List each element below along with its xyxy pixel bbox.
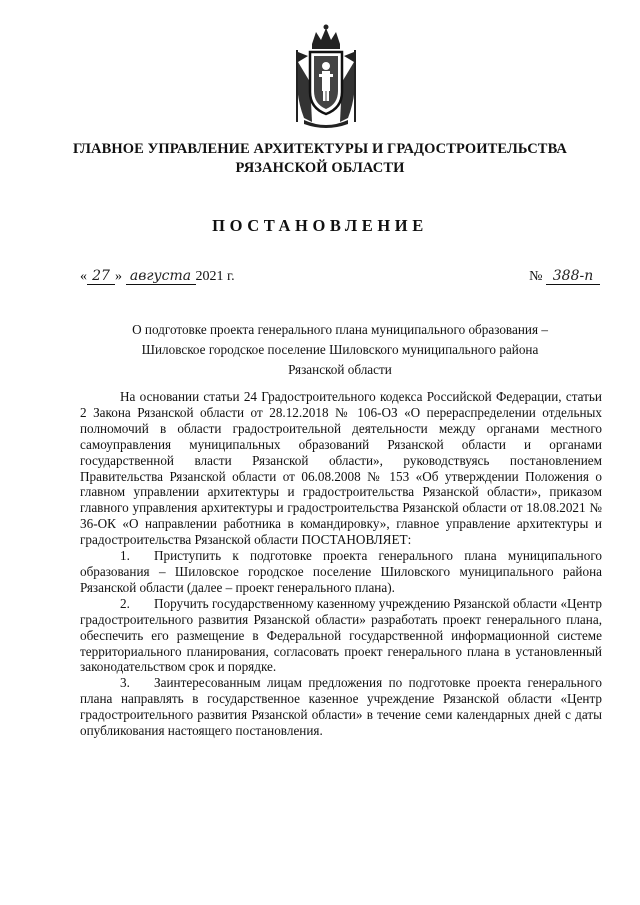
date-year: 2021 г. xyxy=(195,269,235,284)
date-month: августа xyxy=(126,268,196,285)
title-line3: Рязанской области xyxy=(288,362,392,377)
organization-name xyxy=(40,140,600,178)
document-body xyxy=(80,389,602,739)
organization-name-line2: РЯЗАНСКОЙ ОБЛАСТИ xyxy=(235,160,405,176)
date-open-quote: « xyxy=(80,269,87,284)
document-date xyxy=(80,268,235,285)
item-number: 3. xyxy=(120,675,130,691)
list-item xyxy=(80,548,602,596)
item-text: Поручить государственному казенному учреждению Рязанской области «Центр градостроительного развития Рязанской области» разработать проект генерального плана, обеспечить его размещение в Федеральной государственной информационной системе территориального планирования, согласовать проект генерального плана в установленный законодательством срок и порядке. xyxy=(80,595,602,675)
coat-of-arms-icon xyxy=(290,22,362,132)
date-close-quote: » xyxy=(115,269,122,284)
preamble-paragraph: На основании статьи 24 Градостроительного кодекса Российской Федерации, статьи 2 Закона Рязанской области от 28.12.2018 № 106-ОЗ «О перераспределении отдельных полномочий в области градостроительной деятельности между органами местного самоуправления муниципальных образований Рязанской области и органами государственной власти Рязанской области», руководствуясь постановлением Правительства Рязанской области от 06.08.2008 № 153 «Об утверждении Положения о главном управлении архитектуры и градостроительства Рязанской области», приказом главного управления архитектуры и градостроительства Рязанской области от 18.08.2021 № 36-ОК «О направлении работника в командировку», главное управление архитектуры и градостроительства Рязанской области ПОСТАНОВЛЯЕТ: xyxy=(80,389,602,548)
list-item xyxy=(80,675,602,739)
item-text: Заинтересованным лицам предложения по подготовке проекта генерального плана направлять в государственное казенное учреждение Рязанской области «Центр градостроительного развития Рязанской области» в течение семи календарных дней с даты опубликования настоящего постановления. xyxy=(80,675,602,739)
number-value: 388-п xyxy=(546,268,600,285)
organization-name-line1: ГЛАВНОЕ УПРАВЛЕНИЕ АРХИТЕКТУРЫ И ГРАДОСТРОИТЕЛЬСТВА xyxy=(72,141,568,157)
title-line1: О подготовке проекта генерального плана муниципального образования – xyxy=(132,322,548,337)
date-day: 27 xyxy=(87,268,115,285)
document-title xyxy=(80,320,600,380)
item-text: Приступить к подготовке проекта генерального плана муниципального образования – Шиловское городское поселение Шиловского муниципального района Рязанской области (далее – проект генерального плана). xyxy=(80,548,602,595)
date-number-row xyxy=(80,268,600,292)
item-number: 2. xyxy=(120,595,130,611)
title-line2: Шиловское городское поселение Шиловского муниципального района xyxy=(141,342,539,357)
list-item xyxy=(80,596,602,676)
item-number: 1. xyxy=(120,548,130,564)
document-number xyxy=(529,268,600,285)
number-prefix: № xyxy=(529,269,543,284)
document-type: ПОСТАНОВЛЕНИЕ xyxy=(212,216,428,235)
